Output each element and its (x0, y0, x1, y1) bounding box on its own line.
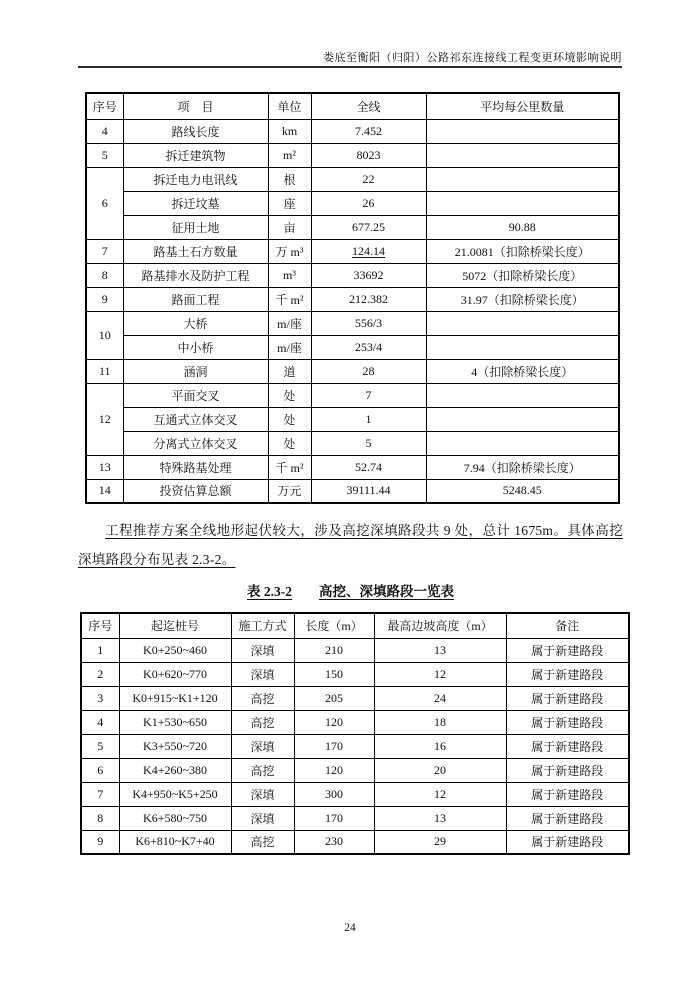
cell-method: 高挖 (231, 830, 294, 854)
cell-item: 投资估算总额 (123, 479, 268, 503)
cell-note: 属于新建路段 (506, 638, 629, 662)
cell-no: 2 (81, 662, 119, 686)
cell-unit: 千 m² (268, 455, 311, 479)
cell-unit: 万元 (268, 479, 311, 503)
cell-avg (426, 335, 619, 359)
table-header-row (86, 93, 619, 119)
cut-fill-sections-table (80, 612, 630, 855)
cell-note: 属于新建路段 (506, 734, 629, 758)
cell-note: 属于新建路段 (506, 758, 629, 782)
header-rule (78, 66, 622, 68)
cell-no: 1 (81, 638, 119, 662)
cell-avg (426, 383, 619, 407)
col-header-unit: 单位 (268, 93, 311, 119)
cell-length: 150 (294, 662, 374, 686)
cell-no: 6 (86, 167, 123, 239)
cell-note: 属于新建路段 (506, 830, 629, 854)
cell-unit: 千 m² (268, 287, 311, 311)
cell-item: 互通式立体交叉 (123, 407, 268, 431)
table-row (81, 638, 629, 662)
cell-total: 8023 (311, 143, 426, 167)
cell-total: 7.452 (311, 119, 426, 143)
cell-unit: m/座 (268, 311, 311, 335)
col-header-note: 备注 (506, 613, 629, 638)
cell-no: 5 (81, 734, 119, 758)
table-row (86, 287, 619, 311)
cell-note: 属于新建路段 (506, 710, 629, 734)
cell-height: 18 (374, 710, 506, 734)
cell-no: 4 (86, 119, 123, 143)
cell-method: 高挖 (231, 710, 294, 734)
col-header-method: 施工方式 (231, 613, 294, 638)
cell-item: 大桥 (123, 311, 268, 335)
col-header-height: 最高边坡高度（m） (374, 613, 506, 638)
cell-no: 8 (81, 806, 119, 830)
cell-height: 12 (374, 662, 506, 686)
cell-avg (426, 407, 619, 431)
table-row (86, 383, 619, 407)
cell-item: 路面工程 (123, 287, 268, 311)
cell-avg: 31.97（扣除桥梁长度） (426, 287, 619, 311)
cell-stake: K1+530~650 (119, 710, 231, 734)
cell-length: 120 (294, 758, 374, 782)
cell-method: 深填 (231, 782, 294, 806)
table-caption (78, 580, 623, 600)
cell-unit: 处 (268, 383, 311, 407)
cell-no: 8 (86, 263, 123, 287)
cell-height: 20 (374, 758, 506, 782)
cell-height: 16 (374, 734, 506, 758)
cell-total: 33692 (311, 263, 426, 287)
cell-length: 170 (294, 806, 374, 830)
cell-stake: K6+810~K7+40 (119, 830, 231, 854)
cell-method: 深填 (231, 638, 294, 662)
cell-stake: K0+250~460 (119, 638, 231, 662)
table-caption-title: 高挖、深填路段一览表 (319, 584, 454, 599)
cell-avg: 5248.45 (426, 479, 619, 503)
table-row (86, 167, 619, 191)
cell-unit: 道 (268, 359, 311, 383)
table-row (86, 335, 619, 359)
cell-total: 22 (311, 167, 426, 191)
cell-note: 属于新建路段 (506, 686, 629, 710)
cell-no: 9 (81, 830, 119, 854)
cell-avg (426, 143, 619, 167)
table-row (86, 455, 619, 479)
table-row (86, 119, 619, 143)
cell-no: 5 (86, 143, 123, 167)
cell-item: 拆迁建筑物 (123, 143, 268, 167)
table-row (81, 806, 629, 830)
col-header-total: 全线 (311, 93, 426, 119)
cell-no: 12 (86, 383, 123, 455)
cell-height: 29 (374, 830, 506, 854)
cell-total: 212.382 (311, 287, 426, 311)
cell-total: 52.74 (311, 455, 426, 479)
cell-unit: 亩 (268, 215, 311, 239)
cell-height: 13 (374, 638, 506, 662)
cell-height: 24 (374, 686, 506, 710)
table-row (86, 407, 619, 431)
cell-stake: K0+915~K1+120 (119, 686, 231, 710)
cell-total: 28 (311, 359, 426, 383)
cell-item: 路基排水及防护工程 (123, 263, 268, 287)
cell-total: 5 (311, 431, 426, 455)
cell-item: 涵洞 (123, 359, 268, 383)
cell-item: 特殊路基处理 (123, 455, 268, 479)
cell-avg (426, 167, 619, 191)
cell-length: 230 (294, 830, 374, 854)
page-number: 24 (344, 922, 356, 934)
cell-no: 10 (86, 311, 123, 359)
cell-item: 分离式立体交叉 (123, 431, 268, 455)
cell-no: 13 (86, 455, 123, 479)
cell-total: 556/3 (311, 311, 426, 335)
col-header-no: 序号 (86, 93, 123, 119)
cell-total: 7 (311, 383, 426, 407)
cell-no: 9 (86, 287, 123, 311)
cell-item: 路线长度 (123, 119, 268, 143)
cell-item: 平面交叉 (123, 383, 268, 407)
cell-unit: 处 (268, 431, 311, 455)
table-header-row (81, 613, 629, 638)
cell-avg (426, 119, 619, 143)
table-row (81, 662, 629, 686)
col-header-item: 项 目 (123, 93, 268, 119)
cell-unit: m/座 (268, 335, 311, 359)
body-paragraph: 工程推荐方案全线地形起伏较大，涉及高挖深填路段共 9 处，总计 1675m。具体高挖深填路段分布见表 2.3-2。 (78, 523, 623, 567)
page-header-title: 娄底至衡阳（归阳）公路祁东连接线工程变更环境影响说明 (323, 52, 622, 64)
cell-unit: m² (268, 143, 311, 167)
cell-unit: 万 m³ (268, 239, 311, 263)
cell-no: 7 (81, 782, 119, 806)
cell-avg: 7.94（扣除桥梁长度） (426, 455, 619, 479)
cell-avg: 21.0081（扣除桥梁长度） (426, 239, 619, 263)
cell-no: 3 (81, 686, 119, 710)
cell-method: 深填 (231, 662, 294, 686)
cell-unit: 处 (268, 407, 311, 431)
col-header-length: 长度（m） (294, 613, 374, 638)
table-row (81, 830, 629, 854)
cell-item: 征用土地 (123, 215, 268, 239)
cell-item: 路基土石方数量 (123, 239, 268, 263)
cell-avg: 5072（扣除桥梁长度） (426, 263, 619, 287)
cell-no: 11 (86, 359, 123, 383)
col-header-avg: 平均每公里数量 (426, 93, 619, 119)
cell-length: 120 (294, 710, 374, 734)
col-header-no: 序号 (81, 613, 119, 638)
cell-method: 深填 (231, 806, 294, 830)
cell-note: 属于新建路段 (506, 662, 629, 686)
table-row (86, 359, 619, 383)
table-row (81, 734, 629, 758)
cell-length: 170 (294, 734, 374, 758)
cell-stake: K6+580~750 (119, 806, 231, 830)
cell-height: 13 (374, 806, 506, 830)
table-row (86, 215, 619, 239)
cell-no: 4 (81, 710, 119, 734)
cell-unit: 座 (268, 191, 311, 215)
cell-length: 210 (294, 638, 374, 662)
cell-total: 677.25 (311, 215, 426, 239)
table-row (86, 479, 619, 503)
cell-height: 12 (374, 782, 506, 806)
cell-total (311, 239, 426, 263)
cell-item: 中小桥 (123, 335, 268, 359)
cell-item: 拆迁电力电讯线 (123, 167, 268, 191)
main-indicators-table (85, 92, 620, 504)
cell-avg: 4（扣除桥梁长度） (426, 359, 619, 383)
table-row (86, 263, 619, 287)
col-header-stake: 起迄桩号 (119, 613, 231, 638)
cell-note: 属于新建路段 (506, 806, 629, 830)
table-row (81, 686, 629, 710)
cell-total: 39111.44 (311, 479, 426, 503)
table-row (86, 431, 619, 455)
table-row (86, 239, 619, 263)
cell-total: 26 (311, 191, 426, 215)
cell-method: 高挖 (231, 758, 294, 782)
cell-total: 1 (311, 407, 426, 431)
cell-avg: 90.88 (426, 215, 619, 239)
cell-method: 高挖 (231, 686, 294, 710)
underlined-value: 124.14 (352, 243, 385, 258)
cell-total: 253/4 (311, 335, 426, 359)
cell-length: 205 (294, 686, 374, 710)
cell-note: 属于新建路段 (506, 782, 629, 806)
cell-length: 300 (294, 782, 374, 806)
cell-stake: K4+260~380 (119, 758, 231, 782)
cell-stake: K0+620~770 (119, 662, 231, 686)
cell-method: 深填 (231, 734, 294, 758)
cell-stake: K3+550~720 (119, 734, 231, 758)
cell-item: 拆迁坟墓 (123, 191, 268, 215)
table-row (81, 782, 629, 806)
table-row (86, 311, 619, 335)
cell-avg (426, 311, 619, 335)
table-row (86, 143, 619, 167)
table-row (86, 191, 619, 215)
cell-unit: 根 (268, 167, 311, 191)
cell-unit: km (268, 119, 311, 143)
cell-avg (426, 431, 619, 455)
cell-no: 6 (81, 758, 119, 782)
table-row (81, 710, 629, 734)
cell-stake: K4+950~K5+250 (119, 782, 231, 806)
cell-no: 7 (86, 239, 123, 263)
table-caption-label: 表 2.3-2 (247, 584, 292, 599)
cell-unit: m³ (268, 263, 311, 287)
cell-no: 14 (86, 479, 123, 503)
table-row (81, 758, 629, 782)
cell-avg (426, 191, 619, 215)
